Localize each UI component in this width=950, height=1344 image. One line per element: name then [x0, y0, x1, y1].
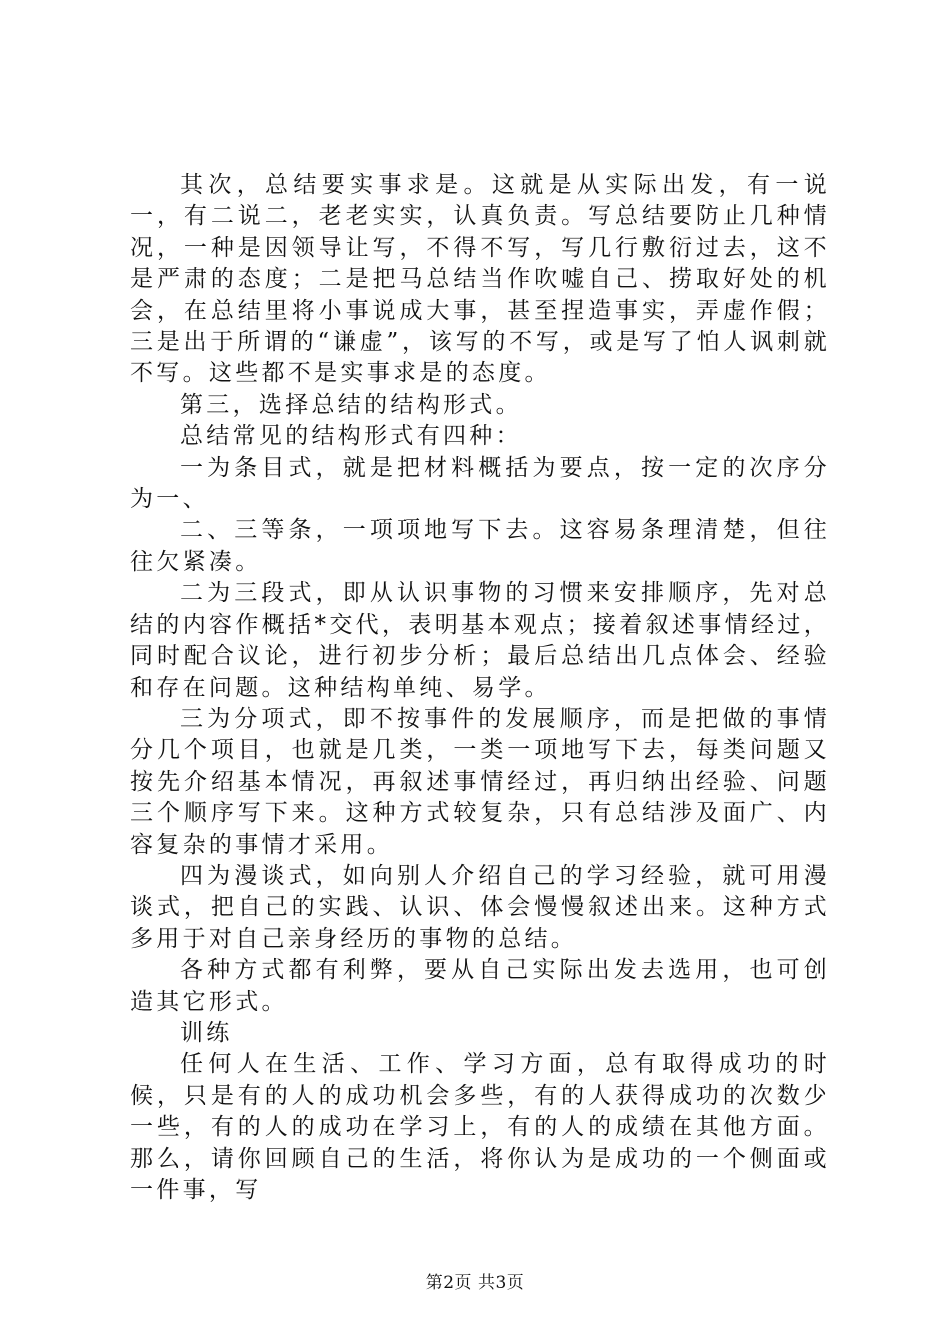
page-number-footer: 第2页 共3页: [425, 1273, 525, 1293]
paragraph-four-forms: 总结常见的结构形式有四种：: [180, 423, 522, 450]
paragraph-sectioned-form: 三为分项式，即不按事件的发展顺序，而是把做的事情分几个项目，也就是几类，一类一项地写下去，每类问题又按先介绍基本情况，再叙述事情经过，再归纳出经验、问题三个顺序写下来。这种方式较复杂，只有总结涉及面广、内容复杂的事情才采用。: [130, 705, 830, 858]
paragraph-item-form: 一为条目式，就是把材料概括为要点，按一定的次序分为一、: [130, 454, 830, 513]
paragraph-training-heading: 训练: [180, 1019, 233, 1046]
document-body: [130, 170, 830, 1206]
paragraph-accuracy: 其次，总结要实事求是。这就是从实际出发，有一说一，有二说二，老老实实，认真负责。写总结要防止几种情况，一种是因领导让写，不得不写，写几行敷衍过去，这不是严肃的态度；二是把马总结当作吹嘘自己、捞取好处的机会，在总结里将小事说成大事，甚至捏造事实，弄虚作假；三是出于所谓的“谦虚”，该写的不写，或是写了怕人讽刺就不写。这些都不是实事求是的态度。: [130, 172, 830, 387]
paragraph-informal-form: 四为漫谈式，如向别人介绍自己的学习经验，就可用漫谈式，把自己的实践、认识、体会慢慢叙述出来。这种方式多用于对自己亲身经历的事物的总结。: [130, 862, 830, 952]
paragraph-item-form-continued: 二、三等条，一项项地写下去。这容易条理清楚，但往往欠紧凑。: [130, 517, 830, 575]
paragraph-three-part-form: 二为三段式，即从认识事物的习惯来安排顺序，先对总结的内容作概括*交代，表明基本观点；接着叙述事情经过，同时配合议论，进行初步分析；最后总结出几点体会、经验和存在问题。这种结构单纯、易学。: [130, 580, 830, 701]
paragraph-pros-cons: 各种方式都有利弊，要从自己实际出发去选用，也可创造其它形式。: [130, 957, 830, 1015]
paragraph-third-heading: 第三，选择总结的结构形式。: [180, 391, 522, 418]
paragraph-training-prompt: 任何人在生活、工作、学习方面，总有取得成功的时候，只是有的人的成功机会多些，有的人获得成功的次数少一些，有的人的成功在学习上，有的人的成绩在其他方面。那么，请你回顾自己的生活，将你认为是成功的一个侧面或一件事，写: [130, 1051, 830, 1203]
